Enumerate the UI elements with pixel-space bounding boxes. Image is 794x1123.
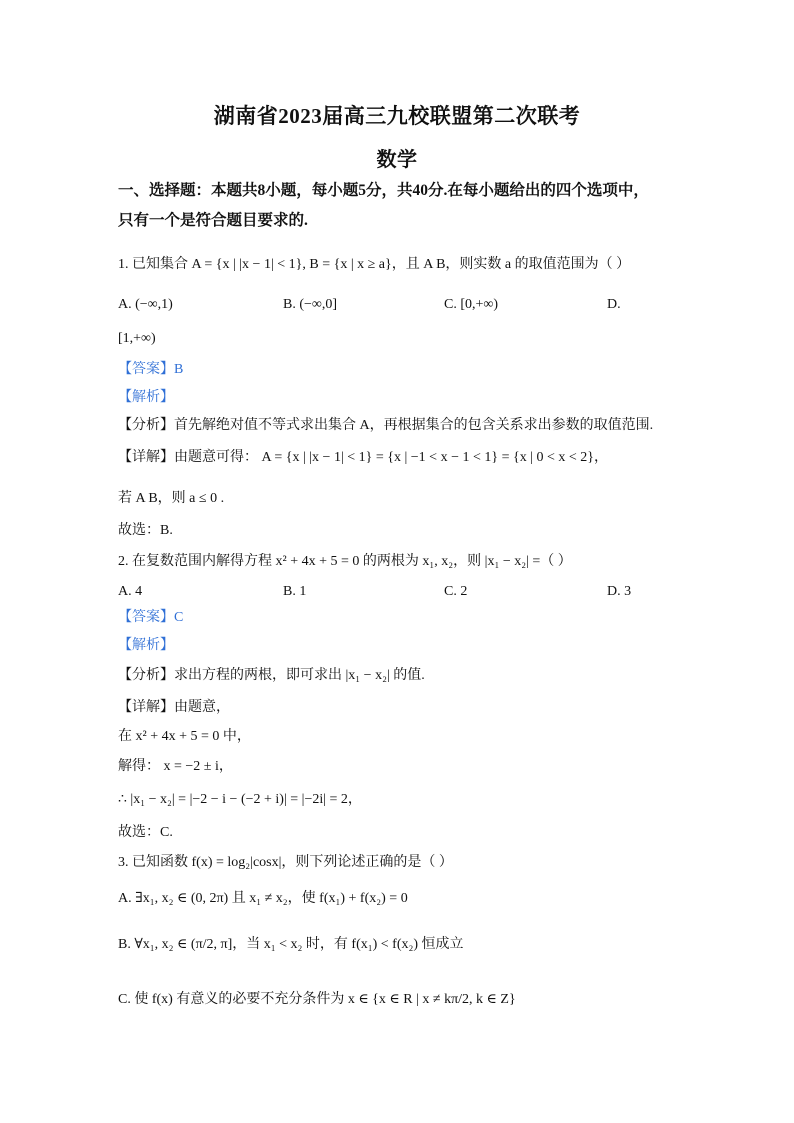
q1-conclusion: 若 A B，则 a ≤ 0 . <box>118 491 225 506</box>
q1-xiangjie: 【详解】由题意可得： A = {x | |x − 1| < 1} = {x | −1 < x − 1 < 1} = {x | 0 < x < 2}， <box>118 450 609 465</box>
q2-option-c: C. 2 <box>444 584 468 599</box>
exam-title: 湖南省2023届高三九校联盟第二次联考 <box>213 104 581 128</box>
q1-option-a: A. (−∞,1) <box>118 297 173 312</box>
q1-option-c: C. [0,+∞) <box>444 297 499 312</box>
q3-option-a: A. ∃x₁, x₂ ∈ (0, 2π) 且 x₁ ≠ x₂，使 f(x₁) + f(x₂) = 0 <box>118 891 408 906</box>
section-heading-line2: 只有一个是符合题目要求的. <box>118 212 308 229</box>
q2-step1: 在 x² + 4x + 5 = 0 中， <box>118 729 251 744</box>
q1-option-d-value: [1,+∞) <box>118 331 156 346</box>
q2-analysis-label: 【解析】 <box>118 638 174 653</box>
q3-option-b: B. ∀x₁, x₂ ∈ (π/2, π]，当 x₁ < x₂ 时，有 f(x₁) < f(x₂) 恒成立 <box>118 937 464 952</box>
q1-stem: 1. 已知集合 A = {x | |x − 1| < 1}, B = {x | x ≥ a}，且 A B，则实数 a 的取值范围为（ ） <box>118 257 631 272</box>
subject-title: 数学 <box>376 149 418 171</box>
q3-option-c: C. 使 f(x) 有意义的必要不充分条件为 x ∈ {x ∈ R | x ≠ kπ/2, k ∈ Z} <box>118 992 516 1007</box>
q1-option-d: D. <box>607 297 621 312</box>
q2-option-a: A. 4 <box>118 584 143 599</box>
q1-option-b: B. (−∞,0] <box>283 297 338 312</box>
q2-xiangjie: 【详解】由题意， <box>118 700 230 715</box>
q2-option-b: B. 1 <box>283 584 307 599</box>
q1-choose: 故选：B. <box>118 523 173 538</box>
q2-step2: 解得： x = −2 ± i， <box>118 759 233 774</box>
q3-stem: 3. 已知函数 f(x) = log₂|cosx|，则下列论述正确的是（ ） <box>118 855 453 870</box>
q1-answer-label: 【答案】B <box>118 362 184 377</box>
q2-step3: ∴ |x₁ − x₂| = |−2 − i − (−2 + i)| = |−2i| = 2， <box>118 792 362 807</box>
section-heading-line1: 一、选择题：本题共8小题，每小题5分，共40分.在每小题给出的四个选项中， <box>118 182 649 199</box>
q2-answer-label: 【答案】C <box>118 610 184 625</box>
q2-choose: 故选：C. <box>118 825 173 840</box>
q2-stem: 2. 在复数范围内解得方程 x² + 4x + 5 = 0 的两根为 x₁, x₂，则 |x₁ − x₂| =（ ） <box>118 554 572 569</box>
q1-analysis-label: 【解析】 <box>118 390 174 405</box>
q2-fenxi: 【分析】求出方程的两根，即可求出 |x₁ − x₂| 的值. <box>118 668 425 683</box>
q1-fenxi: 【分析】首先解绝对值不等式求出集合 A，再根据集合的包含关系求出参数的取值范围. <box>118 418 654 433</box>
q2-option-d: D. 3 <box>607 584 632 599</box>
